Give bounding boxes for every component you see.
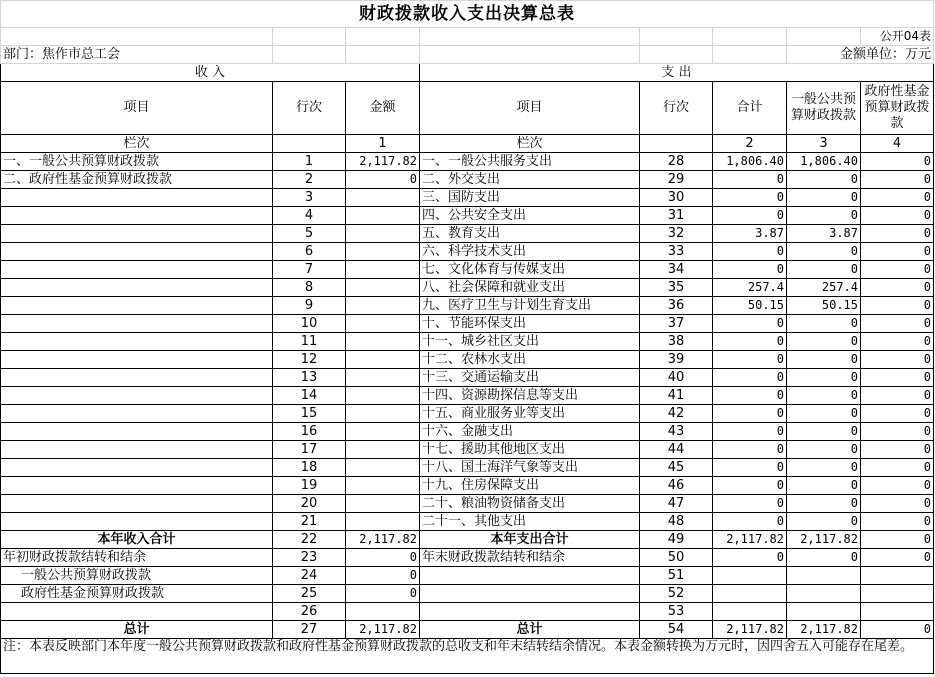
general-cell: 0 xyxy=(787,333,861,351)
expense-item-cell: 十七、援助其他地区支出 xyxy=(420,441,640,459)
total-cell: 0 xyxy=(713,243,787,261)
income-amount-cell xyxy=(346,333,420,351)
expense-line-cell: 30 xyxy=(640,189,713,207)
col-index-general: 3 xyxy=(787,135,861,153)
income-amount-cell: 0 xyxy=(346,549,420,567)
income-amount-cell xyxy=(346,189,420,207)
income-amount-cell xyxy=(346,405,420,423)
income-amount-cell xyxy=(346,261,420,279)
fund-cell: 0 xyxy=(861,531,934,549)
income-item-cell xyxy=(1,477,273,495)
total-cell: 0 xyxy=(713,513,787,531)
col-index-amount: 1 xyxy=(346,135,420,153)
total-cell: 0 xyxy=(713,387,787,405)
total-cell: 50.15 xyxy=(713,297,787,315)
total-cell: 0 xyxy=(713,441,787,459)
income-line-cell: 16 xyxy=(273,423,346,441)
table-row xyxy=(1,603,934,621)
total-cell: 0 xyxy=(713,495,787,513)
blank-cell xyxy=(346,46,420,64)
general-cell: 0 xyxy=(787,405,861,423)
income-section-header: 收 入 xyxy=(1,64,420,82)
fund-cell: 0 xyxy=(861,621,934,639)
income-amount-cell xyxy=(346,603,420,621)
total-cell: 0 xyxy=(713,189,787,207)
blank-cell xyxy=(713,28,787,46)
income-amount-cell xyxy=(346,495,420,513)
expense-line-cell: 44 xyxy=(640,441,713,459)
income-amount-cell xyxy=(346,369,420,387)
general-cell: 2,117.82 xyxy=(787,531,861,549)
table-row xyxy=(1,477,934,495)
income-item-cell xyxy=(1,351,273,369)
income-item-cell: 一般公共预算财政拨款 xyxy=(1,567,273,585)
income-line-cell: 21 xyxy=(273,513,346,531)
expense-line-cell: 45 xyxy=(640,459,713,477)
table-row xyxy=(1,495,934,513)
expense-line-cell: 53 xyxy=(640,603,713,621)
income-item-cell xyxy=(1,423,273,441)
col-header-amount: 金额 xyxy=(346,82,420,135)
fund-cell: 0 xyxy=(861,495,934,513)
expense-item-cell: 五、教育支出 xyxy=(420,225,640,243)
total-cell: 0 xyxy=(713,315,787,333)
expense-line-cell: 28 xyxy=(640,153,713,171)
report-title: 财政拨款收入支出决算总表 xyxy=(1,1,934,28)
table-row xyxy=(1,207,934,225)
income-item-cell xyxy=(1,387,273,405)
income-item-cell xyxy=(1,495,273,513)
general-cell: 0 xyxy=(787,243,861,261)
table-row xyxy=(1,279,934,297)
general-cell xyxy=(787,585,861,603)
fund-cell: 0 xyxy=(861,279,934,297)
general-cell: 0 xyxy=(787,369,861,387)
general-cell: 0 xyxy=(787,351,861,369)
general-cell: 0 xyxy=(787,189,861,207)
expense-line-cell: 46 xyxy=(640,477,713,495)
income-item-cell: 一、一般公共预算财政拨款 xyxy=(1,153,273,171)
expense-line-cell: 31 xyxy=(640,207,713,225)
fund-cell: 0 xyxy=(861,387,934,405)
blank-cell xyxy=(640,135,713,153)
income-amount-cell: 2,117.82 xyxy=(346,153,420,171)
fund-cell: 0 xyxy=(861,261,934,279)
expense-line-cell: 47 xyxy=(640,495,713,513)
expense-line-cell: 42 xyxy=(640,405,713,423)
expense-item-cell xyxy=(420,567,640,585)
blank-cell xyxy=(1,28,273,46)
income-line-cell: 7 xyxy=(273,261,346,279)
general-cell: 2,117.82 xyxy=(787,621,861,639)
income-item-cell: 本年收入合计 xyxy=(1,531,273,549)
fund-cell: 0 xyxy=(861,171,934,189)
general-cell: 0 xyxy=(787,423,861,441)
table-row xyxy=(1,225,934,243)
general-cell: 0 xyxy=(787,549,861,567)
income-line-cell: 23 xyxy=(273,549,346,567)
income-line-cell: 5 xyxy=(273,225,346,243)
income-amount-cell: 2,117.82 xyxy=(346,621,420,639)
expense-item-cell: 十五、商业服务业等支出 xyxy=(420,405,640,423)
income-item-cell xyxy=(1,279,273,297)
total-cell: 0 xyxy=(713,477,787,495)
income-amount-cell xyxy=(346,387,420,405)
general-cell: 0 xyxy=(787,387,861,405)
blank-cell xyxy=(346,28,420,46)
income-amount-cell xyxy=(346,225,420,243)
income-line-cell: 26 xyxy=(273,603,346,621)
fund-cell: 0 xyxy=(861,315,934,333)
expense-line-cell: 38 xyxy=(640,333,713,351)
income-line-cell: 8 xyxy=(273,279,346,297)
table-row xyxy=(1,585,934,603)
income-item-cell: 二、政府性基金预算财政拨款 xyxy=(1,171,273,189)
form-code: 公开04表 xyxy=(861,28,934,46)
table-row xyxy=(1,441,934,459)
total-cell: 1,806.40 xyxy=(713,153,787,171)
fund-cell: 0 xyxy=(861,333,934,351)
income-line-cell: 13 xyxy=(273,369,346,387)
total-cell: 0 xyxy=(713,459,787,477)
income-line-cell: 9 xyxy=(273,297,346,315)
table-row xyxy=(1,531,934,549)
income-line-cell: 3 xyxy=(273,189,346,207)
total-cell: 0 xyxy=(713,333,787,351)
income-amount-cell xyxy=(346,279,420,297)
income-line-cell: 12 xyxy=(273,351,346,369)
income-line-cell: 17 xyxy=(273,441,346,459)
income-item-cell xyxy=(1,459,273,477)
expense-line-cell: 36 xyxy=(640,297,713,315)
income-amount-cell: 0 xyxy=(346,171,420,189)
income-line-cell: 19 xyxy=(273,477,346,495)
income-line-cell: 4 xyxy=(273,207,346,225)
general-cell: 50.15 xyxy=(787,297,861,315)
total-cell: 0 xyxy=(713,369,787,387)
general-cell: 0 xyxy=(787,477,861,495)
table-row xyxy=(1,621,934,639)
income-line-cell: 2 xyxy=(273,171,346,189)
expense-item-cell: 本年支出合计 xyxy=(420,531,640,549)
expense-line-cell: 51 xyxy=(640,567,713,585)
col-index-fund: 4 xyxy=(861,135,934,153)
table-row xyxy=(1,315,934,333)
expense-line-cell: 52 xyxy=(640,585,713,603)
general-cell: 0 xyxy=(787,315,861,333)
general-cell: 0 xyxy=(787,513,861,531)
income-item-cell xyxy=(1,261,273,279)
blank-cell xyxy=(640,46,713,64)
income-item-cell: 政府性基金预算财政拨款 xyxy=(1,585,273,603)
expense-item-cell: 七、文化体育与传媒支出 xyxy=(420,261,640,279)
income-line-cell: 14 xyxy=(273,387,346,405)
table-row xyxy=(1,171,934,189)
income-amount-cell xyxy=(346,423,420,441)
expense-line-cell: 43 xyxy=(640,423,713,441)
total-cell: 0 xyxy=(713,171,787,189)
table-row xyxy=(1,153,934,171)
income-line-cell: 25 xyxy=(273,585,346,603)
expense-line-cell: 39 xyxy=(640,351,713,369)
blank-cell xyxy=(787,28,861,46)
total-cell: 0 xyxy=(713,405,787,423)
table-body xyxy=(1,153,934,639)
blank-cell xyxy=(420,28,640,46)
general-cell: 0 xyxy=(787,207,861,225)
expense-item-cell xyxy=(420,603,640,621)
table-row xyxy=(1,333,934,351)
income-item-cell xyxy=(1,189,273,207)
income-item-cell xyxy=(1,297,273,315)
fund-cell: 0 xyxy=(861,369,934,387)
income-item-cell xyxy=(1,333,273,351)
expense-line-cell: 34 xyxy=(640,261,713,279)
income-item-cell xyxy=(1,315,273,333)
col-header-item: 项目 xyxy=(1,82,273,135)
expense-item-cell: 十九、住房保障支出 xyxy=(420,477,640,495)
table-row xyxy=(1,405,934,423)
expense-item-cell: 十三、交通运输支出 xyxy=(420,369,640,387)
col-index-label: 栏次 xyxy=(1,135,273,153)
fund-cell: 0 xyxy=(861,189,934,207)
income-amount-cell xyxy=(346,315,420,333)
expense-item-cell: 十六、金融支出 xyxy=(420,423,640,441)
general-cell: 3.87 xyxy=(787,225,861,243)
income-item-cell xyxy=(1,207,273,225)
expense-line-cell: 35 xyxy=(640,279,713,297)
income-item-cell xyxy=(1,225,273,243)
total-cell xyxy=(713,603,787,621)
col-header-exp-item: 项目 xyxy=(420,82,640,135)
expense-item-cell: 十二、农林水支出 xyxy=(420,351,640,369)
table-row xyxy=(1,513,934,531)
fund-cell: 0 xyxy=(861,405,934,423)
income-item-cell xyxy=(1,243,273,261)
fund-cell: 0 xyxy=(861,477,934,495)
col-header-exp-line: 行次 xyxy=(640,82,713,135)
total-cell: 0 xyxy=(713,261,787,279)
fund-cell: 0 xyxy=(861,351,934,369)
total-cell: 2,117.82 xyxy=(713,621,787,639)
table-row xyxy=(1,369,934,387)
table-row xyxy=(1,297,934,315)
income-amount-cell xyxy=(346,243,420,261)
fund-cell xyxy=(861,567,934,585)
general-cell: 1,806.40 xyxy=(787,153,861,171)
general-cell xyxy=(787,603,861,621)
income-amount-cell xyxy=(346,207,420,225)
expense-item-cell: 九、医疗卫生与计划生育支出 xyxy=(420,297,640,315)
table-row xyxy=(1,423,934,441)
expense-item-cell: 十八、国土海洋气象等支出 xyxy=(420,459,640,477)
footnote: 注：本表反映部门本年度一般公共预算财政拨款和政府性基金预算财政拨款的总收支和年末结转结余情况。本表金额转换为万元时，因四舍五入可能存在尾差。 xyxy=(1,639,934,674)
general-cell: 0 xyxy=(787,261,861,279)
fund-cell: 0 xyxy=(861,459,934,477)
general-cell: 0 xyxy=(787,459,861,477)
total-cell: 0 xyxy=(713,207,787,225)
expense-line-cell: 41 xyxy=(640,387,713,405)
income-line-cell: 11 xyxy=(273,333,346,351)
income-amount-cell: 2,117.82 xyxy=(346,531,420,549)
income-item-cell: 年初财政拨款结转和结余 xyxy=(1,549,273,567)
income-line-cell: 6 xyxy=(273,243,346,261)
income-amount-cell xyxy=(346,351,420,369)
income-line-cell: 18 xyxy=(273,459,346,477)
income-amount-cell xyxy=(346,513,420,531)
income-line-cell: 27 xyxy=(273,621,346,639)
income-line-cell: 1 xyxy=(273,153,346,171)
blank-cell xyxy=(420,46,640,64)
fund-cell xyxy=(861,585,934,603)
fund-cell: 0 xyxy=(861,225,934,243)
income-item-cell: 总计 xyxy=(1,621,273,639)
fund-cell: 0 xyxy=(861,513,934,531)
expense-item-cell: 年末财政拨款结转和结余 xyxy=(420,549,640,567)
blank-cell xyxy=(640,28,713,46)
table-row xyxy=(1,243,934,261)
fund-cell: 0 xyxy=(861,153,934,171)
fund-cell: 0 xyxy=(861,207,934,225)
total-cell: 0 xyxy=(713,351,787,369)
col-index-exp-label: 栏次 xyxy=(420,135,640,153)
expense-line-cell: 29 xyxy=(640,171,713,189)
total-cell: 3.87 xyxy=(713,225,787,243)
expense-item-cell: 二十一、其他支出 xyxy=(420,513,640,531)
expense-line-cell: 32 xyxy=(640,225,713,243)
department-label: 部门：焦作市总工会 xyxy=(1,46,273,64)
col-index-total: 2 xyxy=(713,135,787,153)
general-cell: 0 xyxy=(787,495,861,513)
income-line-cell: 22 xyxy=(273,531,346,549)
blank-cell xyxy=(273,135,346,153)
fund-cell: 0 xyxy=(861,423,934,441)
table-row xyxy=(1,351,934,369)
blank-cell xyxy=(273,28,346,46)
table-row xyxy=(1,567,934,585)
income-item-cell xyxy=(1,441,273,459)
fund-cell: 0 xyxy=(861,549,934,567)
income-line-cell: 15 xyxy=(273,405,346,423)
expense-item-cell xyxy=(420,585,640,603)
expense-item-cell: 四、公共安全支出 xyxy=(420,207,640,225)
income-amount-cell xyxy=(346,459,420,477)
blank-cell xyxy=(713,46,787,64)
expense-line-cell: 54 xyxy=(640,621,713,639)
fund-cell: 0 xyxy=(861,243,934,261)
expense-item-cell: 二、外交支出 xyxy=(420,171,640,189)
general-cell: 257.4 xyxy=(787,279,861,297)
col-header-fund: 政府性基金预算财政拨款 xyxy=(861,82,934,135)
general-cell xyxy=(787,567,861,585)
total-cell: 257.4 xyxy=(713,279,787,297)
fund-cell: 0 xyxy=(861,441,934,459)
table-row xyxy=(1,549,934,567)
total-cell xyxy=(713,585,787,603)
expense-item-cell: 十四、资源勘探信息等支出 xyxy=(420,387,640,405)
total-cell xyxy=(713,567,787,585)
expense-line-cell: 40 xyxy=(640,369,713,387)
income-item-cell xyxy=(1,513,273,531)
expense-item-cell: 六、科学技术支出 xyxy=(420,243,640,261)
income-item-cell xyxy=(1,405,273,423)
table-row xyxy=(1,459,934,477)
table-row xyxy=(1,261,934,279)
income-line-cell: 20 xyxy=(273,495,346,513)
income-line-cell: 10 xyxy=(273,315,346,333)
expense-item-cell: 一、一般公共服务支出 xyxy=(420,153,640,171)
income-amount-cell xyxy=(346,297,420,315)
blank-cell xyxy=(273,46,346,64)
expense-line-cell: 49 xyxy=(640,531,713,549)
col-header-total: 合计 xyxy=(713,82,787,135)
income-item-cell xyxy=(1,369,273,387)
expense-line-cell: 37 xyxy=(640,315,713,333)
income-item-cell xyxy=(1,603,273,621)
fund-cell: 0 xyxy=(861,297,934,315)
col-header-line: 行次 xyxy=(273,82,346,135)
col-header-general: 一般公共预算财政拨款 xyxy=(787,82,861,135)
income-amount-cell xyxy=(346,477,420,495)
expense-line-cell: 33 xyxy=(640,243,713,261)
table-row xyxy=(1,387,934,405)
expense-item-cell: 八、社会保障和就业支出 xyxy=(420,279,640,297)
income-amount-cell xyxy=(346,441,420,459)
total-cell: 0 xyxy=(713,423,787,441)
fund-cell xyxy=(861,603,934,621)
income-line-cell: 24 xyxy=(273,567,346,585)
income-amount-cell: 0 xyxy=(346,567,420,585)
expense-line-cell: 48 xyxy=(640,513,713,531)
expense-item-cell: 十、节能环保支出 xyxy=(420,315,640,333)
expense-item-cell: 三、国防支出 xyxy=(420,189,640,207)
expense-item-cell: 十一、城乡社区支出 xyxy=(420,333,640,351)
total-cell: 0 xyxy=(713,549,787,567)
expense-line-cell: 50 xyxy=(640,549,713,567)
table-row xyxy=(1,189,934,207)
expense-item-cell: 二十、粮油物资储备支出 xyxy=(420,495,640,513)
total-cell: 2,117.82 xyxy=(713,531,787,549)
general-cell: 0 xyxy=(787,441,861,459)
expense-item-cell: 总计 xyxy=(420,621,640,639)
income-amount-cell: 0 xyxy=(346,585,420,603)
expense-section-header: 支 出 xyxy=(420,64,934,82)
unit-label: 金额单位：万元 xyxy=(787,46,934,64)
general-cell: 0 xyxy=(787,171,861,189)
